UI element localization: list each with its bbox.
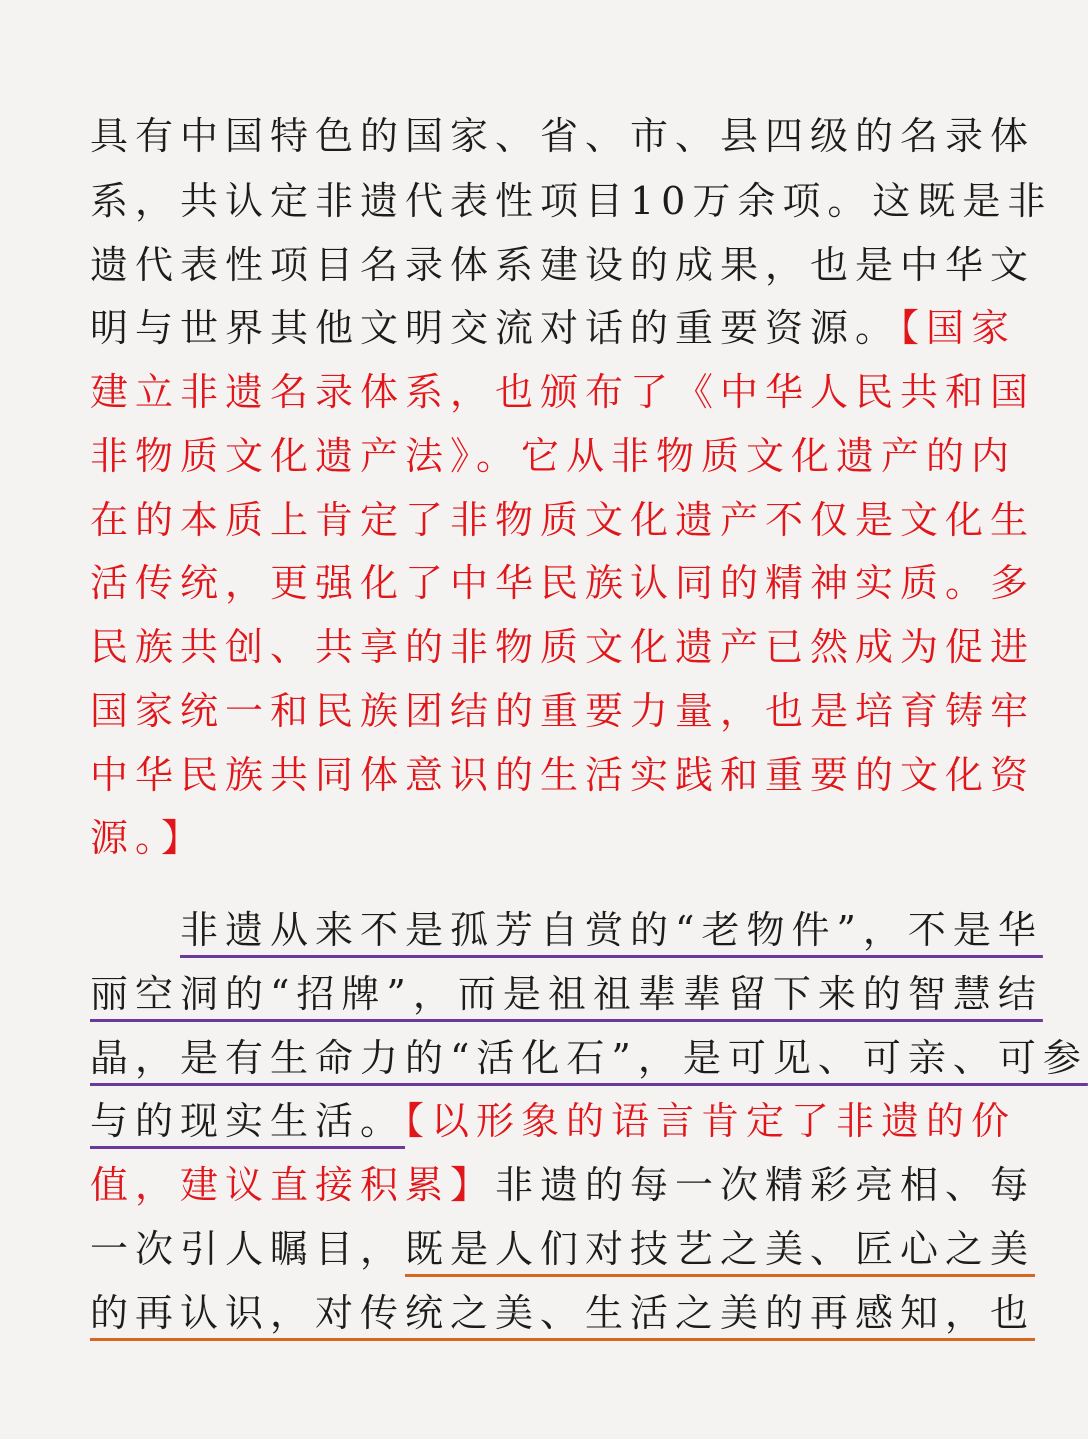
body-text: 系，共认定非遗代表性项目10万余项。这既是非 — [90, 179, 1053, 223]
body-text: 遗代表性项目名录体系建设的成果，也是中华文 — [90, 243, 1036, 287]
text-line — [90, 425, 1017, 487]
text-line — [90, 361, 1036, 423]
annotation-text: 中华民族共同体意识的生活实践和重要的文化资 — [90, 753, 1036, 797]
text-line — [90, 1218, 1036, 1280]
annotation-text: 值，建议直接积累】 — [90, 1163, 496, 1207]
text-line — [90, 170, 1053, 232]
annotation-text: 非物质文化遗产法》。它从非物质文化遗产的内 — [90, 434, 1017, 478]
text-line — [90, 744, 1036, 806]
annotation-text: 【以形象的语言肯定了非遗的价 — [405, 1099, 1017, 1143]
annotation-text: 建立非遗名录体系，也颁布了《中华人民共和国 — [90, 370, 1036, 414]
annotation-text: 民族共创、共享的非物质文化遗产已然成为促进 — [90, 625, 1036, 669]
body-text: 一次引人瞩目， — [90, 1227, 406, 1271]
text-line — [90, 1282, 1036, 1344]
underlined-text: 丽空洞的“招牌”，而是祖祖辈辈留下来的智慧结 — [90, 972, 1043, 1016]
text-line — [90, 680, 1036, 742]
underlined-text: 既是人们对技艺之美、匠心之美 — [405, 1227, 1036, 1271]
text-line — [90, 1154, 1036, 1216]
text-line — [90, 234, 1036, 296]
body-text: 非遗的每一次精彩亮相、每 — [495, 1163, 1036, 1207]
text-line — [90, 807, 992, 869]
text-line — [90, 963, 1043, 1025]
text-line — [90, 616, 1036, 678]
annotation-text: 国家统一和民族团结的重要力量，也是培育铸牢 — [90, 689, 1036, 733]
text-line — [90, 297, 1017, 359]
underlined-text: 与的现实生活。 — [90, 1099, 406, 1143]
text-line — [90, 489, 1036, 551]
annotation-text: 在的本质上肯定了非物质文化遗产不仅是文化生 — [90, 498, 1036, 542]
body-text: 具有中国特色的国家、省、市、县四级的名录体 — [90, 114, 1036, 158]
annotation-text: 【国家 — [900, 306, 1017, 350]
annotation-text: 活传统，更强化了中华民族认同的精神实质。多 — [90, 561, 1036, 605]
text-line — [90, 105, 1036, 167]
text-line — [90, 1027, 1088, 1089]
text-line — [90, 552, 1036, 614]
text-line — [90, 899, 1043, 961]
text-line — [90, 1090, 1017, 1152]
paragraph-indent — [90, 908, 180, 952]
body-text: 明与世界其他文明交流对话的重要资源。 — [90, 306, 901, 350]
annotation-text: 源。】 — [90, 816, 207, 860]
underlined-text: 非遗从来不是孤芳自赏的“老物件”，不是华 — [180, 908, 1043, 952]
underlined-text: 的再认识，对传统之美、生活之美的再感知，也 — [90, 1291, 1036, 1335]
underlined-text: 晶，是有生命力的“活化石”，是可见、可亲、可参 — [90, 1036, 1088, 1080]
